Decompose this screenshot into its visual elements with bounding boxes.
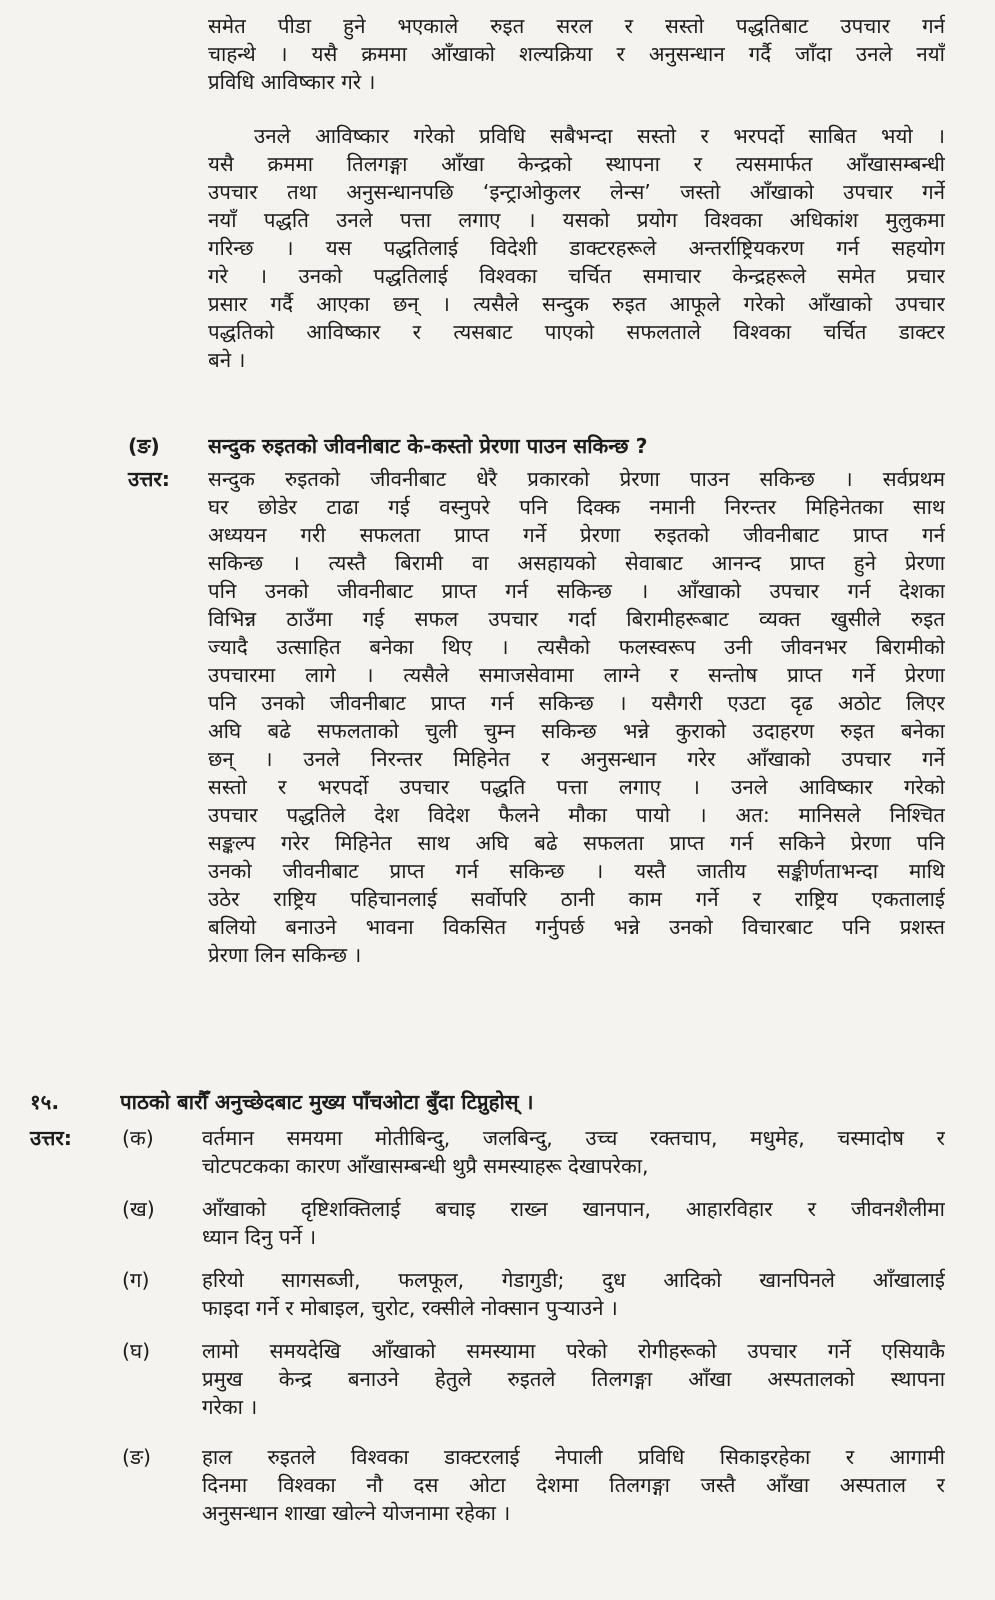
text-line: पद्धतिको आविष्कार र त्यसबाट पाएको सफलताले विश्वका चर्चित डाक्टर [208, 320, 945, 344]
text-line: पनि उनको जीवनीबाट प्राप्त गर्न सकिन्छ । यसैगरी एउटा दृढ अठोट लिएर [208, 691, 945, 715]
text-line: वर्तमान समयमा मोतीबिन्दु, जलबिन्दु, उच्च रक्तचाप, मधुमेह, चस्मादोष र [202, 1126, 945, 1150]
question-text: पाठको बारौँ अनुच्छेदबाट मुख्य पाँचओटा बुँदा टिप्नुहोस् । [120, 1090, 534, 1114]
text-line: अध्ययन गरी सफलता प्राप्त गर्ने प्रेरणा रुइतको जीवनीबाट प्राप्त गर्न [208, 523, 945, 547]
text-line: सस्तो र भरपर्दो उपचार पद्धति पत्ता लगाए । उनले आविष्कार गरेको [208, 775, 945, 799]
answer-item [202, 1337, 945, 1421]
text-line: गरे । उनको पद्धतिलाई विश्वका चर्चित समाचार केन्द्रहरूले समेत प्रचार [208, 264, 945, 288]
text-line: फाइदा गर्ने र मोबाइल, चुरोट, रक्सीले नोक्सान पुऱ्याउने । [202, 1296, 618, 1320]
text-line: बने । [208, 348, 246, 372]
text-line: चाहन्थे । यसै क्रममा आँखाको शल्यक्रिया र अनुसन्धान गर्दै जाँदा उनले नयाँ [208, 42, 945, 66]
item-marker: (घ) [122, 1339, 151, 1363]
answer-item [202, 1266, 945, 1322]
text-line: चोटपटकका कारण आँखासम्बन्धी थुप्रै समस्याहरू देखापरेका, [202, 1154, 649, 1178]
text-line: सकिन्छ । त्यस्तै बिरामी वा असहायको सेवाबाट आनन्द प्राप्त हुने प्रेरणा [208, 551, 945, 575]
text-line: सन्दुक रुइतको जीवनीबाट धेरै प्रकारको प्रेरणा पाउन सकिन्छ । सर्वप्रथम [208, 467, 945, 491]
answer-item [202, 1195, 945, 1251]
answer-item [202, 1443, 945, 1527]
text-line: गरेका । [202, 1395, 258, 1419]
answer-label: उत्तर: [30, 1126, 72, 1150]
item-marker: (ग) [122, 1268, 150, 1292]
text-line: ध्यान दिनु पर्ने । [202, 1225, 317, 1249]
text-line: उठेर राष्ट्रिय पहिचानलाई सर्वोपरि ठानी काम गर्ने र राष्ट्रिय एकतालाई [208, 887, 945, 911]
text-line: प्रमुख केन्द्र बनाउने हेतुले रुइतले तिलगङ्गा आँखा अस्पतालको स्थापना [202, 1367, 945, 1391]
text-line: छन् । उनले निरन्तर मिहिनेत र अनुसन्धान गरेर आँखाको उपचार गर्ने [208, 747, 945, 771]
question-text: सन्दुक रुइतको जीवनीबाट के-कस्तो प्रेरणा पाउन सकिन्छ ? [208, 434, 648, 458]
text-line: नयाँ पद्धति उनले पत्ता लगाए । यसको प्रयोग विश्वका अधिकांश मुलुकमा [208, 208, 945, 232]
text-line: दिनमा विश्वका नौ दस ओटा देशमा तिलगङ्गा जस्तै आँखा अस्पताल र [202, 1473, 945, 1497]
text-line: यसै क्रममा तिलगङ्गा आँखा केन्द्रको स्थापना र त्यसमार्फत आँखासम्बन्धी [208, 152, 945, 176]
question-15 [120, 1088, 945, 1116]
text-line: प्रेरणा लिन सकिन्छ । [208, 943, 362, 967]
question-number: १५. [30, 1090, 60, 1114]
text-line: अनुसन्धान शाखा खोल्ने योजनामा रहेका । [202, 1501, 511, 1525]
text-line: ज्यादै उत्साहित बनेका थिए । त्यसैको फलस्वरूप उनी जीवनभर बिरामीको [208, 635, 945, 659]
answer-item [202, 1124, 945, 1180]
text-line: हरियो सागसब्जी, फलफूल, गेडागुडी; दुध आदिको खानपिनले आँखालाई [202, 1268, 945, 1292]
answer-label: उत्तर: [128, 467, 170, 491]
item-marker: (ख) [122, 1197, 155, 1221]
text-line: उपचार पद्धतिले देश विदेश फैलने मौका पायो । अत: मानिसले निश्चित [208, 803, 945, 827]
text-line: अघि बढे सफलताको चुली चुम्न सकिन्छ भन्ने कुराको उदाहरण रुइत बनेका [208, 719, 945, 743]
item-marker: (क) [122, 1126, 154, 1150]
question-marker: (ङ) [128, 434, 160, 458]
text-line: प्रसार गर्दै आएका छन् । त्यसैले सन्दुक रुइत आफूले गरेको आँखाको उपचार [208, 292, 945, 316]
text-line: प्रविधि आविष्कार गरे । [208, 70, 376, 94]
text-line: आँखाको दृष्टिशक्तिलाई बचाइ राख्न खानपान, आहारविहार र जीवनशैलीमा [202, 1197, 945, 1221]
text-line: हाल रुइतले विश्वका डाक्टरलाई नेपाली प्रविधि सिकाइरहेका र आगामी [202, 1445, 945, 1469]
text-line: उपचारमा लागे । त्यसैले समाजसेवामा लाग्ने र सन्तोष प्राप्त गर्ने प्रेरणा [208, 663, 945, 687]
text-line: सङ्कल्प गरेर मिहिनेत साथ अघि बढे सफलता प्राप्त गर्न सकिने प्रेरणा पनि [208, 831, 945, 855]
text-line: गरिन्छ । यस पद्धतिलाई विदेशी डाक्टरहरूले अन्तर्राष्ट्रियकरण गर्न सहयोग [208, 236, 945, 260]
text-line: पनि उनको जीवनीबाट प्राप्त गर्न सकिन्छ । आँखाको उपचार गर्न देशका [208, 579, 945, 603]
text-line: उनको जीवनीबाट प्राप्त गर्न सकिन्छ । यस्तै जातीय सङ्कीर्णताभन्दा माथि [208, 859, 945, 883]
answer-nga-paragraph [208, 465, 945, 969]
text-line: उपचार तथा अनुसन्धानपछि ‘इन्ट्राओकुलर लेन्स’ जस्तो आँखाको उपचार गर्ने [208, 180, 945, 204]
text-line: विभिन्न ठाउँमा गई सफल उपचार गर्दा बिरामीहरूबाट व्यक्त खुसीले रुइत [208, 607, 945, 631]
second-paragraph [208, 122, 945, 374]
text-line: लामो समयदेखि आँखाको समस्यामा परेको रोगीहरूको उपचार गर्ने एसियाकै [202, 1339, 945, 1363]
text-line: घर छोडेर टाढा गई वस्नुपरे पनि दिक्क नमानी निरन्तर मिहिनेतका साथ [208, 495, 945, 519]
intro-paragraph [208, 12, 945, 96]
text-line: बलियो बनाउने भावना विकसित गर्नुपर्छ भन्ने उनको विचारबाट पनि प्रशस्त [208, 915, 945, 939]
question-nga [208, 432, 945, 460]
text-line: उनले आविष्कार गरेको प्रविधि सबैभन्दा सस्तो र भरपर्दो साबित भयो । [254, 124, 945, 148]
text-line: समेत पीडा हुने भएकाले रुइत सरल र सस्तो पद्धतिबाट उपचार गर्न [208, 14, 945, 38]
item-marker: (ङ) [122, 1445, 152, 1469]
